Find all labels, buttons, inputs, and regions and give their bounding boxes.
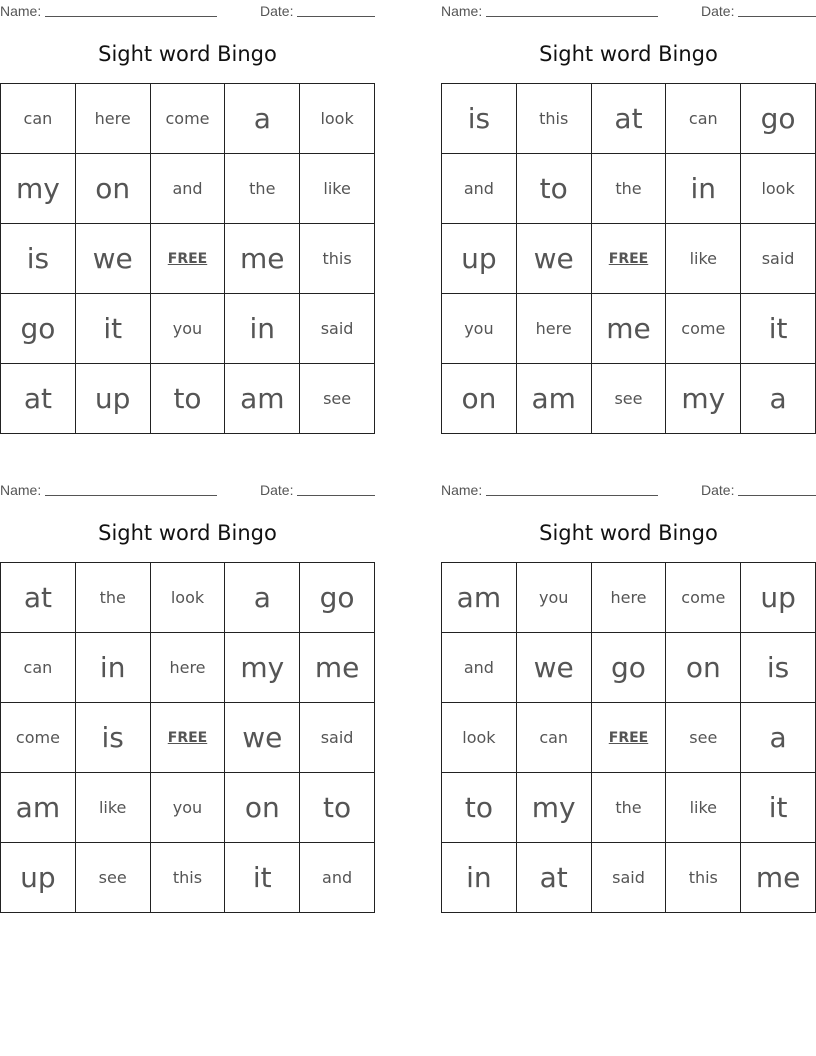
bingo-cell[interactable]: is: [741, 633, 816, 703]
bingo-cell[interactable]: my: [517, 773, 592, 843]
free-space-cell[interactable]: FREE: [151, 224, 226, 294]
bingo-cell[interactable]: my: [225, 633, 300, 703]
bingo-cell[interactable]: we: [517, 633, 592, 703]
bingo-cell[interactable]: can: [1, 633, 76, 703]
card-header: [441, 479, 816, 499]
date-line[interactable]: [297, 495, 375, 496]
bingo-cell[interactable]: in: [666, 154, 741, 224]
name-line[interactable]: [486, 495, 658, 496]
card-title: Sight word Bingo: [98, 42, 277, 66]
bingo-cell[interactable]: this: [151, 843, 226, 913]
bingo-cell[interactable]: on: [666, 633, 741, 703]
bingo-cell[interactable]: see: [300, 364, 375, 434]
card-header: [441, 0, 816, 20]
bingo-cell[interactable]: can: [517, 703, 592, 773]
free-space-cell[interactable]: FREE: [151, 703, 226, 773]
bingo-cell[interactable]: the: [225, 154, 300, 224]
name-label: Name:: [0, 3, 42, 19]
bingo-cell[interactable]: am: [517, 364, 592, 434]
bingo-cell[interactable]: and: [300, 843, 375, 913]
bingo-cell[interactable]: at: [1, 364, 76, 434]
bingo-cell[interactable]: look: [442, 703, 517, 773]
bingo-cell[interactable]: here: [151, 633, 226, 703]
bingo-cell[interactable]: like: [666, 224, 741, 294]
bingo-cell[interactable]: in: [442, 843, 517, 913]
bingo-cell[interactable]: am: [225, 364, 300, 434]
bingo-cell[interactable]: go: [1, 294, 76, 364]
free-space-cell[interactable]: FREE: [592, 224, 667, 294]
name-line[interactable]: [45, 495, 217, 496]
bingo-cell[interactable]: in: [76, 633, 151, 703]
card-header: [0, 0, 375, 20]
bingo-cell[interactable]: up: [1, 843, 76, 913]
bingo-cell[interactable]: look: [151, 563, 226, 633]
bingo-cell[interactable]: my: [1, 154, 76, 224]
card-title: Sight word Bingo: [539, 521, 718, 545]
bingo-cell[interactable]: am: [442, 563, 517, 633]
bingo-cell[interactable]: in: [225, 294, 300, 364]
bingo-cell[interactable]: me: [225, 224, 300, 294]
bingo-grid: [441, 83, 816, 434]
date-line[interactable]: [297, 16, 375, 17]
bingo-cell[interactable]: we: [517, 224, 592, 294]
bingo-cell[interactable]: and: [442, 633, 517, 703]
bingo-cell[interactable]: a: [741, 703, 816, 773]
bingo-cell[interactable]: come: [151, 84, 226, 154]
bingo-cell[interactable]: you: [517, 563, 592, 633]
bingo-cell[interactable]: come: [666, 294, 741, 364]
bingo-cell[interactable]: at: [592, 84, 667, 154]
bingo-cell[interactable]: up: [76, 364, 151, 434]
bingo-cell[interactable]: at: [517, 843, 592, 913]
date-line[interactable]: [738, 16, 816, 17]
bingo-cell[interactable]: on: [442, 364, 517, 434]
bingo-cell[interactable]: me: [592, 294, 667, 364]
bingo-cell[interactable]: up: [442, 224, 517, 294]
bingo-cell[interactable]: a: [225, 84, 300, 154]
bingo-cell[interactable]: like: [76, 773, 151, 843]
bingo-cell[interactable]: you: [151, 773, 226, 843]
bingo-cell[interactable]: look: [300, 84, 375, 154]
bingo-grid: [0, 562, 375, 913]
bingo-cell[interactable]: the: [592, 773, 667, 843]
bingo-cell[interactable]: go: [300, 563, 375, 633]
bingo-cell[interactable]: look: [741, 154, 816, 224]
name-line[interactable]: [486, 16, 658, 17]
name-label: Name:: [0, 482, 42, 498]
bingo-grid: [0, 83, 375, 434]
bingo-cell[interactable]: here: [76, 84, 151, 154]
bingo-cell[interactable]: come: [666, 563, 741, 633]
bingo-cell[interactable]: is: [442, 84, 517, 154]
bingo-cell[interactable]: it: [225, 843, 300, 913]
bingo-cell[interactable]: said: [741, 224, 816, 294]
free-space-cell[interactable]: FREE: [592, 703, 667, 773]
bingo-cell[interactable]: and: [442, 154, 517, 224]
bingo-grid: [441, 562, 816, 913]
date-label: Date:: [701, 3, 735, 19]
date-label: Date:: [701, 482, 735, 498]
bingo-cell[interactable]: on: [76, 154, 151, 224]
bingo-cell[interactable]: and: [151, 154, 226, 224]
bingo-cell[interactable]: we: [225, 703, 300, 773]
bingo-cell[interactable]: you: [151, 294, 226, 364]
bingo-cell[interactable]: see: [666, 703, 741, 773]
name-label: Name:: [441, 3, 483, 19]
date-label: Date:: [260, 3, 294, 19]
bingo-cell[interactable]: a: [741, 364, 816, 434]
bingo-cell[interactable]: up: [741, 563, 816, 633]
bingo-cell[interactable]: the: [592, 154, 667, 224]
bingo-cell[interactable]: go: [592, 633, 667, 703]
bingo-cell[interactable]: like: [666, 773, 741, 843]
card-title: Sight word Bingo: [539, 42, 718, 66]
bingo-cell[interactable]: this: [666, 843, 741, 913]
name-line[interactable]: [45, 16, 217, 17]
bingo-cell[interactable]: to: [300, 773, 375, 843]
bingo-cell[interactable]: my: [666, 364, 741, 434]
bingo-cell[interactable]: see: [76, 843, 151, 913]
bingo-cell[interactable]: is: [1, 224, 76, 294]
bingo-cell[interactable]: on: [225, 773, 300, 843]
bingo-cell[interactable]: it: [76, 294, 151, 364]
bingo-cell[interactable]: said: [592, 843, 667, 913]
bingo-cell[interactable]: see: [592, 364, 667, 434]
bingo-cell[interactable]: this: [300, 224, 375, 294]
bingo-cell[interactable]: you: [442, 294, 517, 364]
bingo-cell[interactable]: to: [517, 154, 592, 224]
card-title: Sight word Bingo: [98, 521, 277, 545]
bingo-cell[interactable]: is: [76, 703, 151, 773]
bingo-cell[interactable]: come: [1, 703, 76, 773]
bingo-cell[interactable]: me: [741, 843, 816, 913]
bingo-cell[interactable]: at: [1, 563, 76, 633]
bingo-cell[interactable]: this: [517, 84, 592, 154]
date-line[interactable]: [738, 495, 816, 496]
date-label: Date:: [260, 482, 294, 498]
bingo-cell[interactable]: we: [76, 224, 151, 294]
bingo-cell[interactable]: a: [225, 563, 300, 633]
bingo-cell[interactable]: said: [300, 703, 375, 773]
bingo-cell[interactable]: it: [741, 773, 816, 843]
bingo-cell[interactable]: like: [300, 154, 375, 224]
bingo-cell[interactable]: the: [76, 563, 151, 633]
name-label: Name:: [441, 482, 483, 498]
bingo-cell[interactable]: to: [442, 773, 517, 843]
bingo-cell[interactable]: it: [741, 294, 816, 364]
bingo-cell[interactable]: am: [1, 773, 76, 843]
bingo-cell[interactable]: me: [300, 633, 375, 703]
bingo-cell[interactable]: here: [517, 294, 592, 364]
bingo-cell[interactable]: said: [300, 294, 375, 364]
bingo-cell[interactable]: go: [741, 84, 816, 154]
bingo-cell[interactable]: here: [592, 563, 667, 633]
bingo-cell[interactable]: can: [1, 84, 76, 154]
card-header: [0, 479, 375, 499]
bingo-cell[interactable]: to: [151, 364, 226, 434]
bingo-cell[interactable]: can: [666, 84, 741, 154]
